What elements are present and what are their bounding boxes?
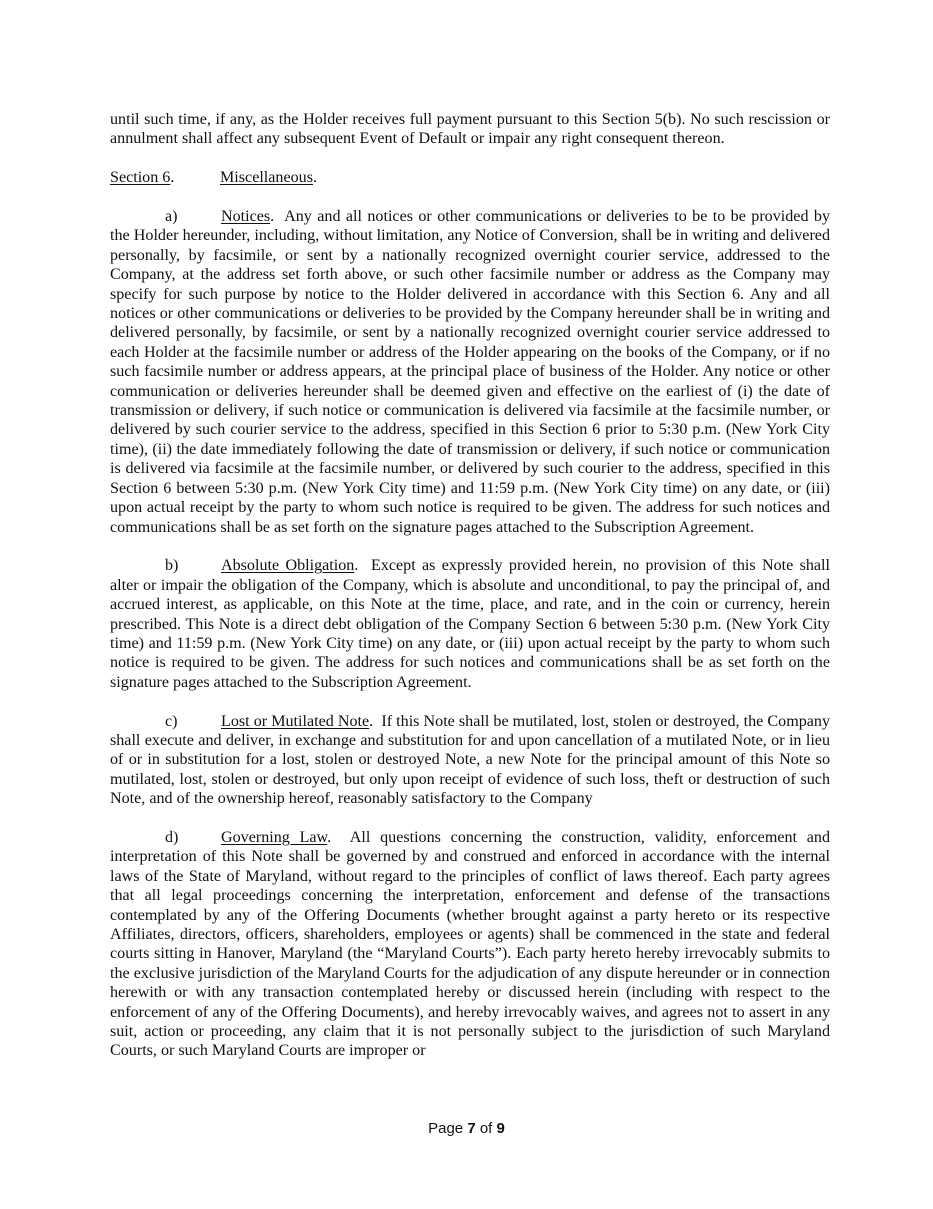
section-label: Section 6 bbox=[110, 169, 171, 187]
item-body: Except as expressly provided herein, no provision of this Note shall alter or impair the obligation of the Company, which is absolute and unconditional, to pay the principal of, and accrued interest, as applicable, on this Note at the time, place, and rate, and in the coin or currency, herein prescribed. This Note is a direct debt obligation of the Company Section 6 between 5:30 p.m. (New York City time) and 11:59 p.m. (New York City time) on any date, or (iii) upon actual receipt by the party to whom such notice is required to be given. The address for such notices and communications shall be as set forth on the signature pages attached to the Subscription Agreement. bbox=[110, 557, 830, 691]
section-heading: Section 6. Miscellaneous. bbox=[110, 169, 317, 187]
page-footer bbox=[0, 1120, 933, 1137]
total-pages: 9 bbox=[496, 1120, 505, 1137]
page-number: 7 bbox=[467, 1120, 476, 1137]
item-body: If this Note shall be mutilated, lost, stolen or destroyed, the Company shall execute and deliver, in exchange and substitution for and upon cancellation of a mutilated Note, or in lieu of or in substitution for a lost, stolen or destroyed Note, a new Note for the principal amount of this Note so mutilated, lost, stolen or destroyed, but only upon receipt of evidence of such loss, theft or destruction of such Note, and of the ownership hereof, reasonably satisfactory to the Company bbox=[110, 712, 830, 808]
item-d-governing-law: d) Governing Law. All questions concerning the construction, validity, enforcement and interpretation of this Note shall be governed by and construed and enforced in accordance with the internal laws of the State of Maryland, without regard to the principles of conflict of laws thereof. Each party agrees that all legal proceedings concerning the interpretation, enforcement and defense of the transactions contemplated by any of the Offering Documents (whether brought against a party hereto or its respective Affiliates, directors, officers, shareholders, employees or agents) shall be commenced in the state and federal courts sitting in Hanover, Maryland (the “Maryland Courts”). Each party hereto hereby irrevocably submits to the exclusive jurisdiction of the Maryland Courts for the adjudication of any dispute hereunder or in connection herewith or with any transaction contemplated hereby or discussed herein (including with respect to the enforcement of any of the Offering Documents), and hereby irrevocably waives, and agrees not to assert in any suit, action or proceeding, any claim that it is not personally subject to the jurisdiction of such Maryland Courts, or such Maryland Courts are improper or bbox=[110, 828, 830, 1060]
item-body: Any and all notices or other communications or deliveries to be to be provided by the Holder hereunder, including, without limitation, any Notice of Conversion, shall be in writing and delivered personally, by facsimile, or sent by a nationally recognized overnight courier service, addressed to the Company, at the address set forth above, or such other facsimile number or address as the Company may specify for such purpose by notice to the Holder delivered in accordance with this Section 6. Any and all notices or other communications or deliveries to be provided by the Company hereunder shall be in writing and delivered personally, by facsimile, or sent by a nationally recognized overnight courier service addressed to each Holder at the facsimile number or address of the Holder appearing on the books of the Company, or if no such facsimile number or address appears, at the principal place of business of the Holder. Any notice or other communication or deliveries hereunder shall be deemed given and effective on the earliest of (i) the date of transmission or delivery, if such notice or communication is delivered via facsimile at the facsimile number, or delivered by such courier service to the address, specified in this Section 6 prior to 5:30 p.m. (New York City time), (ii) the date immediately following the date of transmission or delivery, if such notice or communication is delivered via facsimile at the facsimile number, or delivered by such courier to the address, specified in this Section 6 between 5:30 p.m. (New York City time) and 11:59 p.m. (New York City time) on any date, or (iii) upon actual receipt by the party to whom such notice is required to be given. The address for such notices and communications shall be as set forth on the signature pages attached to the Subscription Agreement. bbox=[110, 208, 830, 536]
item-letter: c) bbox=[165, 712, 178, 730]
section-label-wrap: Section 6. bbox=[110, 169, 175, 187]
item-letter: b) bbox=[165, 557, 179, 575]
paragraph-gap bbox=[110, 149, 830, 168]
item-body: All questions concerning the construction, validity, enforcement and interpretation of this Note shall be governed by and construed and enforced in accordance with the internal laws of the State of Maryland, without regard to the principles of conflict of laws thereof. Each party agrees that all legal proceedings concerning the interpretation, enforcement and defense of the transactions contemplated by any of the Offering Documents (whether brought against a party hereto or its respective Affiliates, directors, officers, shareholders, employees or agents) shall be commenced in the state and federal courts sitting in Hanover, Maryland (the “Maryland Courts”). Each party hereto hereby irrevocably submits to the exclusive jurisdiction of the Maryland Courts for the adjudication of any dispute hereunder or in connection herewith or with any transaction contemplated hereby or discussed herein (including with respect to the enforcement of any of the Offering Documents), and hereby irrevocably waives, and agrees not to assert in any suit, action or proceeding, any claim that it is not personally subject to the jurisdiction of such Maryland Courts, or such Maryland Courts are improper or bbox=[110, 828, 830, 1060]
item-a-notices: a) Notices. Any and all notices or other communications or deliveries to be to be provided by the Holder hereunder, including, without limitation, any Notice of Conversion, shall be in writing and delivered personally, by facsimile, or sent by a nationally recognized overnight courier service, addressed to the Company, at the address set forth above, or such other facsimile number or address as the Company may specify for such purpose by notice to the Holder delivered in accordance with this Section 6. Any and all notices or other communications or deliveries to be provided by the Company hereunder shall be in writing and delivered personally, by facsimile, or sent by a nationally recognized overnight courier service addressed to each Holder at the facsimile number or address of the Holder appearing on the books of the Company, or if no such facsimile number or address appears, at the principal place of business of the Holder. Any notice or other communication or deliveries hereunder shall be deemed given and effective on the earliest of (i) the date of transmission or delivery, if such notice or communication is delivered via facsimile at the facsimile number, or delivered by such courier service to the address, specified in this Section 6 prior to 5:30 p.m. (New York City time), (ii) the date immediately following the date of transmission or delivery, if such notice or communication is delivered via facsimile at the facsimile number, or delivered by such courier to the address, specified in this Section 6 between 5:30 p.m. (New York City time) and 11:59 p.m. (New York City time) on any date, or (iii) upon actual receipt by the party to whom such notice is required to be given. The address for such notices and communications shall be as set forth on the signature pages attached to the Subscription Agreement. bbox=[110, 208, 830, 536]
paragraph-gap bbox=[110, 809, 830, 828]
document-page bbox=[110, 110, 830, 1061]
of-word: of bbox=[479, 1120, 493, 1137]
item-heading: Absolute Obligation bbox=[221, 557, 355, 575]
paragraph-gap bbox=[110, 692, 830, 711]
item-heading: Governing Law bbox=[221, 828, 328, 846]
page-word: Page bbox=[428, 1120, 464, 1137]
item-letter: a) bbox=[165, 208, 178, 225]
paragraph-gap bbox=[110, 537, 830, 556]
item-letter: d) bbox=[165, 828, 179, 846]
item-c-lost-or-mutilated-note: c) Lost or Mutilated Note. If this Note shall be mutilated, lost, stolen or destroyed, the Company shall execute and deliver, in exchange and substitution for and upon cancellation of a mutilated Note, or in lieu of or in substitution for a lost, stolen or destroyed Note, a new Note for the principal amount of this Note so mutilated, lost, stolen or destroyed, but only upon receipt of evidence of such loss, theft or destruction of such Note, and of the ownership hereof, reasonably satisfactory to the Company bbox=[110, 712, 830, 808]
item-b-absolute-obligation: b) Absolute Obligation. Except as expressly provided herein, no provision of this Note shall alter or impair the obligation of the Company, which is absolute and unconditional, to pay the principal of, and accrued interest, as applicable, on this Note at the time, place, and rate, and in the coin or currency, herein prescribed. This Note is a direct debt obligation of the Company Section 6 between 5:30 p.m. (New York City time) and 11:59 p.m. (New York City time) on any date, or (iii) upon actual receipt by the party to whom such notice is required to be given. The address for such notices and communications shall be as set forth on the signature pages attached to the Subscription Agreement. bbox=[110, 557, 830, 691]
item-heading: Lost or Mutilated Note bbox=[221, 712, 370, 730]
continuation-paragraph: until such time, if any, as the Holder receives full payment pursuant to this Section 5(b). No such rescission or annulment shall affect any subsequent Event of Default or impair any right consequent thereon. bbox=[110, 111, 830, 148]
section-title: Miscellaneous bbox=[220, 169, 313, 187]
paragraph-gap bbox=[110, 188, 830, 207]
item-heading: Notices bbox=[221, 208, 271, 225]
